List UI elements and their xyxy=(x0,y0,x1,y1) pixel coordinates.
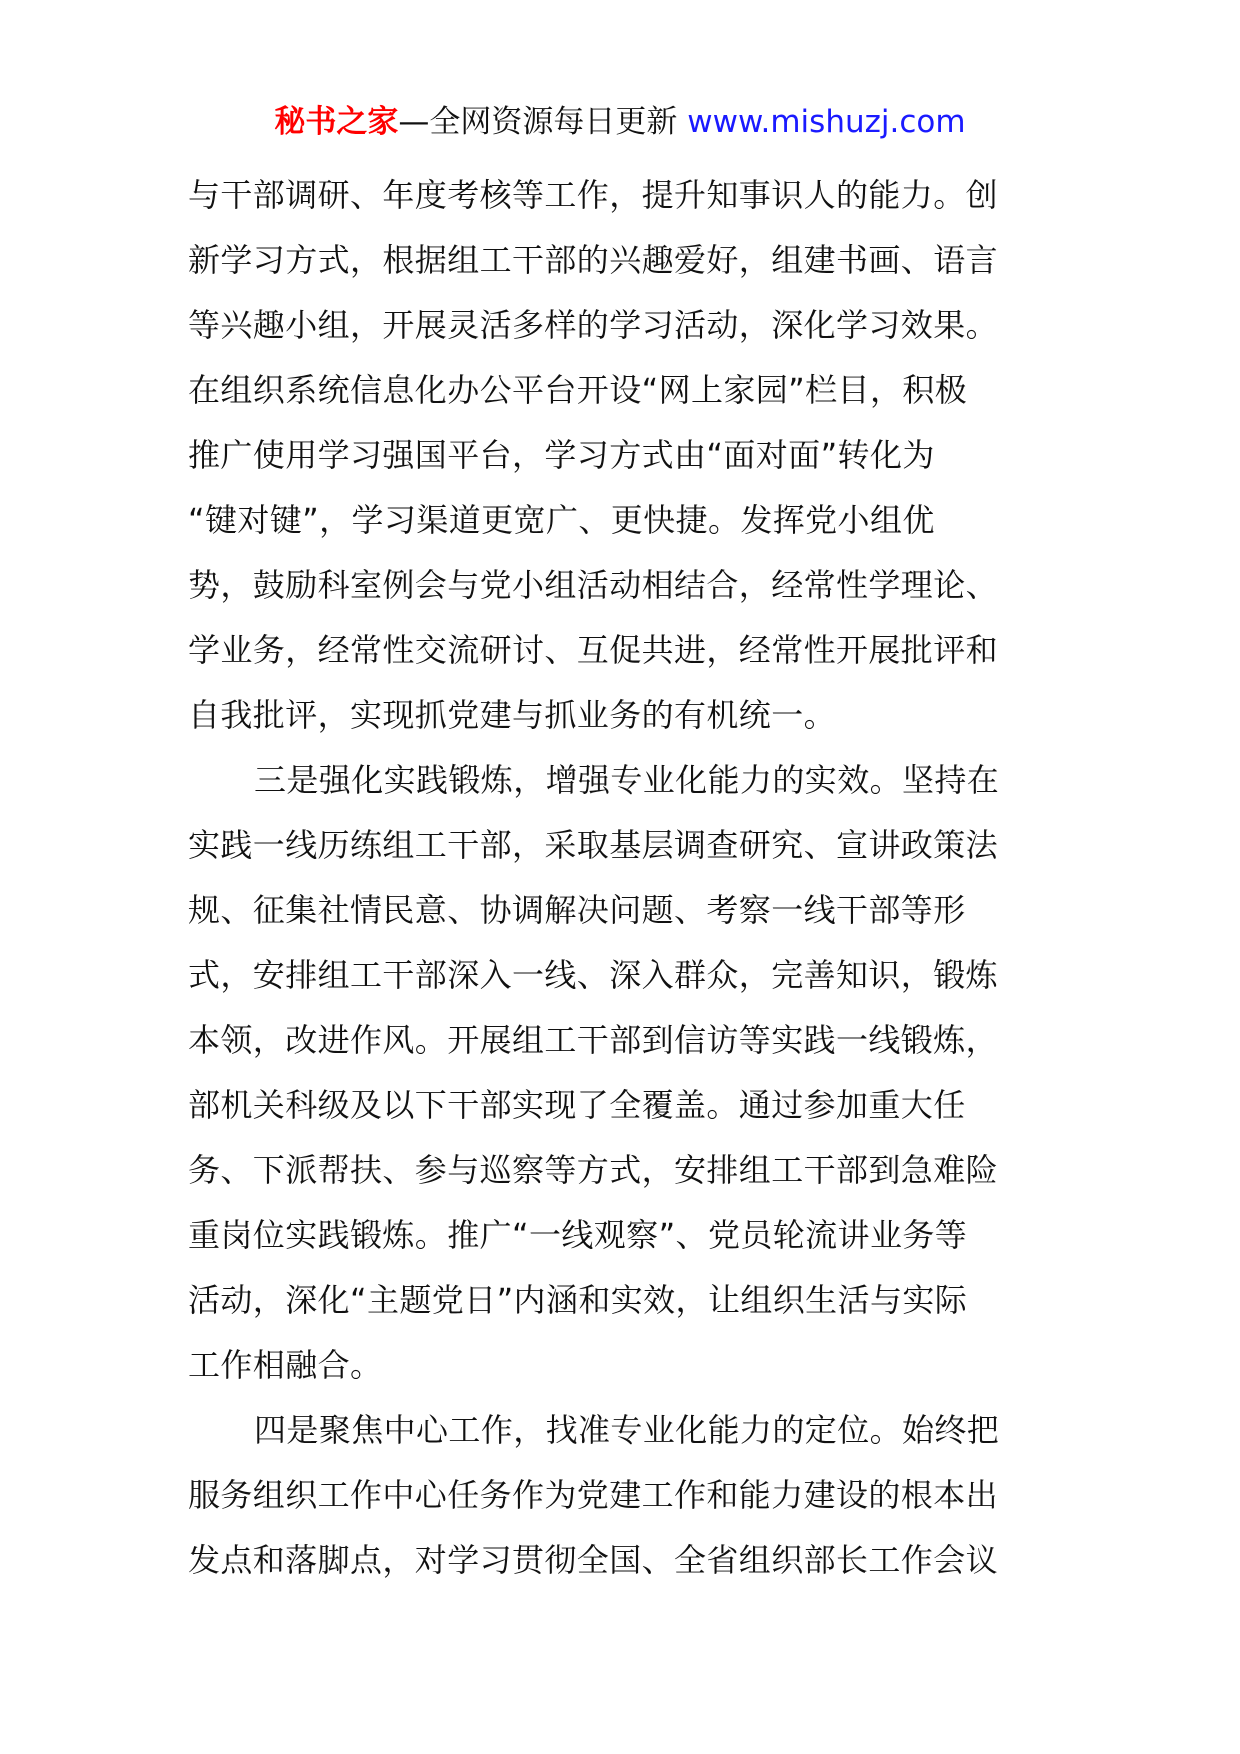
text-line: 等兴趣小组，开展灵活多样的学习活动，深化学习效果。 xyxy=(188,306,999,344)
text-line: 活动，深化“主题党日”内涵和实效，让组织生活与实际 xyxy=(188,1281,968,1319)
text-line: 实践一线历练组工干部，采取基层调查研究、宣讲政策法 xyxy=(188,826,999,864)
text-line: 新学习方式，根据组工干部的兴趣爱好，组建书画、语言 xyxy=(188,241,999,279)
paragraph-start-line: 四是聚焦中心工作，找准专业化能力的定位。始终把 xyxy=(254,1411,1000,1449)
text-line: 自我批评，实现抓党建与抓业务的有机统一。 xyxy=(188,696,837,734)
paragraph-start-line: 三是强化实践锻炼，增强专业化能力的实效。坚持在 xyxy=(254,761,1000,799)
text-line: “键对键”，学习渠道更宽广、更快捷。发挥党小组优 xyxy=(188,501,935,539)
page-header xyxy=(0,100,1240,144)
text-line: 部机关科级及以下干部实现了全覆盖。通过参加重大任 xyxy=(188,1086,966,1124)
text-line: 式，安排组工干部深入一线、深入群众，完善知识，锻炼 xyxy=(188,956,999,994)
text-line: 势，鼓励科室例会与党小组活动相结合，经常性学理论、 xyxy=(188,566,999,604)
text-line: 服务组织工作中心任务作为党建工作和能力建设的根本出 xyxy=(188,1476,999,1514)
header-slogan: —全网资源每日更新 xyxy=(398,104,688,140)
text-line: 推广使用学习强国平台，学习方式由“面对面”转化为 xyxy=(188,436,935,474)
text-line: 学业务，经常性交流研讨、互促共进，经常性开展批评和 xyxy=(188,631,999,669)
header-site-link[interactable]: www.mishuzj.com xyxy=(687,104,966,140)
text-line: 工作相融合。 xyxy=(188,1346,383,1384)
text-line: 本领，改进作风。开展组工干部到信访等实践一线锻炼， xyxy=(188,1021,999,1059)
header-brand: 秘书之家 xyxy=(274,104,399,140)
text-line: 重岗位实践锻炼。推广“一线观察”、党员轮流讲业务等 xyxy=(188,1216,968,1254)
text-line: 与干部调研、年度考核等工作，提升知事识人的能力。创 xyxy=(188,176,999,214)
document-body xyxy=(188,163,1058,1593)
text-line: 在组织系统信息化办公平台开设“网上家园”栏目，积极 xyxy=(188,371,968,409)
text-line: 发点和落脚点，对学习贯彻全国、全省组织部长工作会议 xyxy=(188,1541,999,1579)
text-line: 规、征集社情民意、协调解决问题、考察一线干部等形 xyxy=(188,891,966,929)
text-line: 务、下派帮扶、参与巡察等方式，安排组工干部到急难险 xyxy=(188,1151,999,1189)
